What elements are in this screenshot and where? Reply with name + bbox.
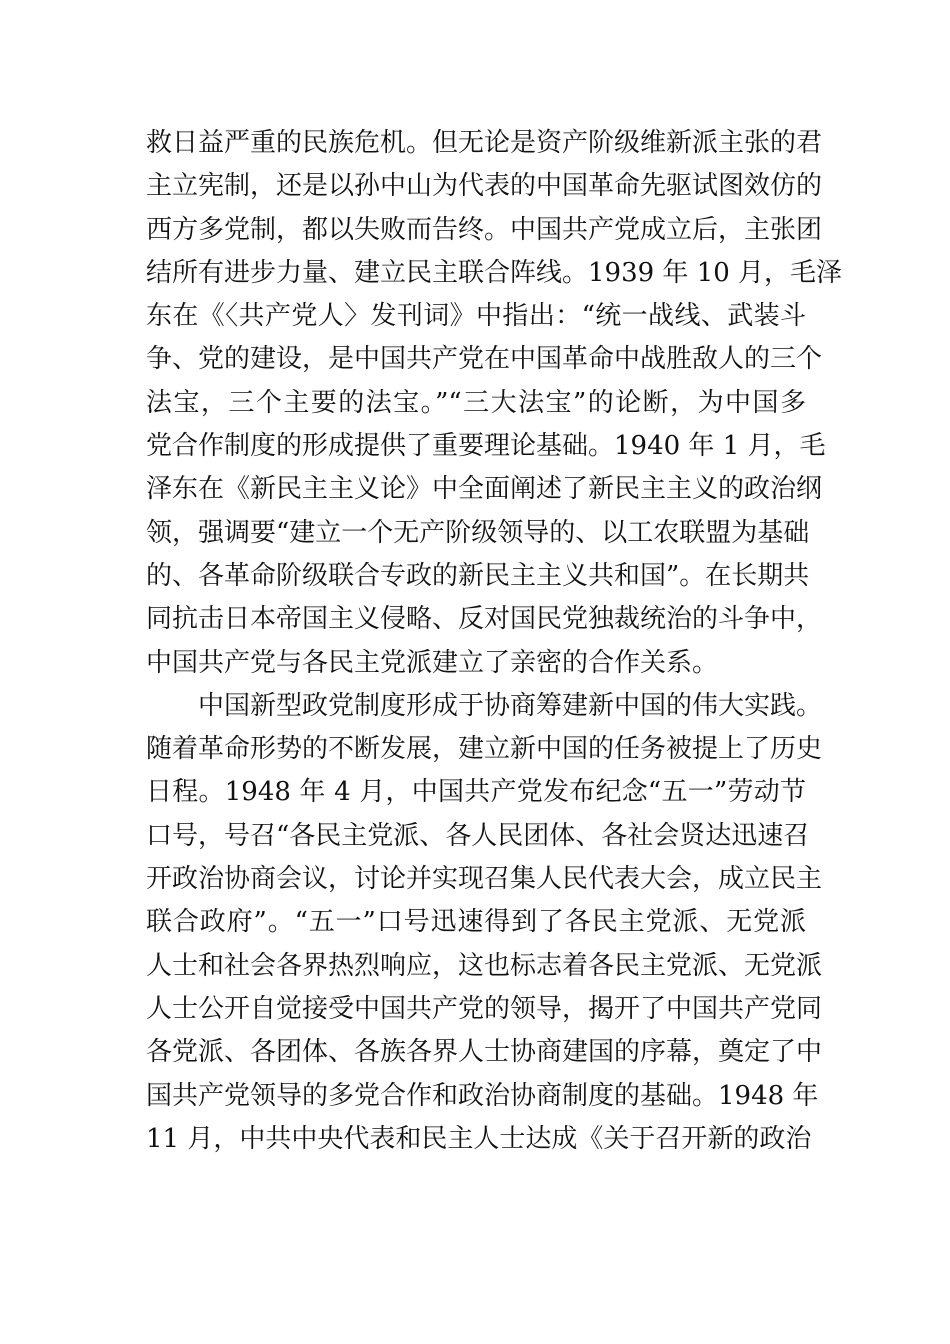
text-line: 联合政府”。“五一”口号迅速得到了各民主党派、无党派 bbox=[146, 907, 806, 938]
text-line: 各党派、各团体、各族各界人士协商建国的序幕，奠定了中 bbox=[146, 1037, 823, 1068]
paragraph-2 bbox=[146, 685, 823, 1161]
text-line: 中国共产党与各民主党派建立了亲密的合作关系。 bbox=[146, 647, 719, 678]
text-line: 主立宪制，还是以孙中山为代表的中国革命先驱试图效仿的 bbox=[146, 171, 823, 202]
text-line: 争、党的建设，是中国共产党在中国革命中战胜敌人的三个 bbox=[146, 344, 823, 375]
text-line: 随着革命形势的不断发展，建立新中国的任务被提上了历史 bbox=[146, 734, 823, 765]
text-line: 人士和社会各界热烈响应，这也标志着各民主党派、无党派 bbox=[146, 950, 823, 981]
text-line: 日程。1948 年 4 月，中国共产党发布纪念“五一”劳动节 bbox=[146, 777, 806, 808]
text-line: 同抗击日本帝国主义侵略、反对国民党独裁统治的斗争中， bbox=[146, 604, 823, 635]
paragraph-1 bbox=[146, 122, 843, 685]
text-line: 口号，号召“各民主党派、各人民团体、各社会贤达迅速召 bbox=[146, 820, 810, 851]
text-line: 11 月，中共中央代表和民主人士达成《关于召开新的政治 bbox=[146, 1123, 812, 1154]
text-line: 西方多党制，都以失败而告终。中国共产党成立后，主张团 bbox=[146, 214, 823, 245]
text-line: 的、各革命阶级联合专政的新民主主义共和国”。在长期共 bbox=[146, 560, 810, 591]
text-line: 领，强调要“建立一个无产阶级领导的、以工农联盟为基础 bbox=[146, 517, 810, 548]
text-line: 国共产党领导的多党合作和政治协商制度的基础。1948 年 bbox=[146, 1080, 819, 1111]
text-line: 人士公开自觉接受中国共产党的领导，揭开了中国共产党同 bbox=[146, 993, 823, 1024]
text-line: 救日益严重的民族危机。但无论是资产阶级维新派主张的君 bbox=[146, 128, 823, 158]
text-line: 开政治协商会议，讨论并实现召集人民代表大会，成立民主 bbox=[146, 864, 823, 895]
text-line: 法宝，三个主要的法宝。”“三大法宝”的论断，为中国多 bbox=[146, 387, 806, 418]
text-line: 东在《〈共产党人〉发刊词》中指出：“统一战线、武装斗 bbox=[146, 301, 806, 332]
text-line: 党合作制度的形成提供了重要理论基础。1940 年 1 月，毛 bbox=[146, 431, 826, 462]
text-line: 泽东在《新民主主义论》中全面阐述了新民主主义的政治纲 bbox=[146, 474, 823, 505]
body-text bbox=[146, 122, 843, 1161]
text-line: 结所有进步力量、建立民主联合阵线。1939 年 10 月，毛泽 bbox=[146, 257, 843, 288]
text-line: 中国新型政党制度形成于协商筹建新中国的伟大实践。 bbox=[198, 690, 823, 721]
